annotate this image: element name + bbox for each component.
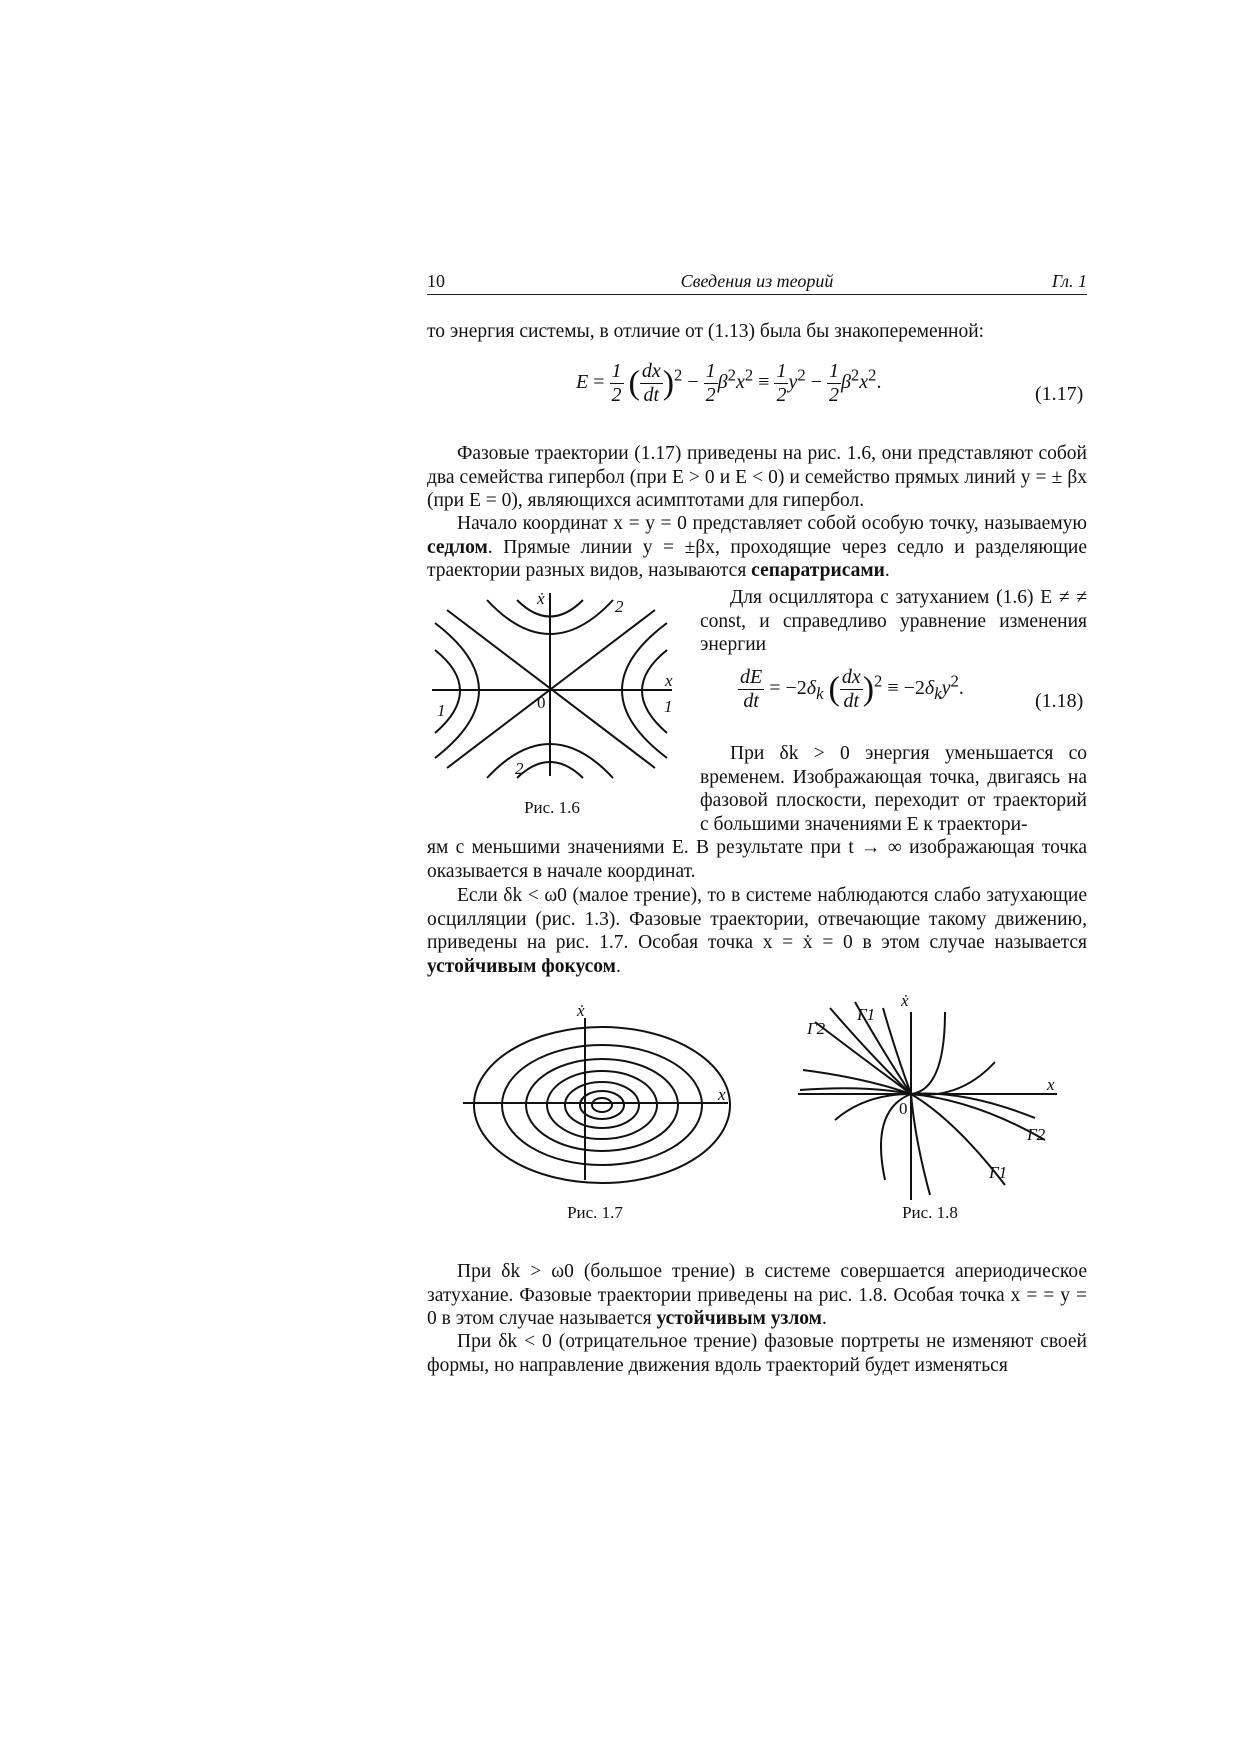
fig18-axis-y-label: ẋ bbox=[901, 991, 909, 1010]
paragraph-saddle bbox=[427, 512, 1087, 583]
fig17-spiral-ring-2 bbox=[502, 1045, 702, 1165]
fig16-origin-label: 0 bbox=[537, 693, 546, 712]
figure-1-7 bbox=[460, 1000, 730, 1185]
fig16-label-2-bottom: 2 bbox=[515, 759, 524, 778]
fig16-axis-x-label: x bbox=[665, 671, 673, 690]
chapter-label: Гл. 1 bbox=[1051, 271, 1087, 291]
equation-1-18: $\frac{dE}{dt}$ = $-2\delta_k$ ( $\frac{dx}{dt}$ )$^2 \equiv -2\delta_ky^2$. bbox=[740, 666, 964, 712]
fig16-label-1-left: 1 bbox=[437, 701, 446, 720]
paragraph-focus bbox=[427, 884, 1087, 978]
fig17-axis-x-label: x bbox=[718, 1085, 726, 1104]
paragraph-intro: то энергия системы, в отличие от (1.13) была бы знакопеременной: bbox=[427, 321, 985, 342]
fig16-label-2-top: 2 bbox=[615, 597, 624, 616]
fig18-origin-label: 0 bbox=[899, 1099, 908, 1118]
term-stable-focus: устойчивым фокусом bbox=[427, 955, 616, 977]
paragraph-node bbox=[427, 1260, 1087, 1331]
figure-1-6 bbox=[427, 588, 677, 788]
fig18-gamma1-bottom: Γ1 bbox=[989, 1163, 1008, 1182]
equation-number-1-17: (1.17) bbox=[1035, 383, 1084, 405]
equation-1-17: E = $\frac{1}{2}$ ( $\frac{dx}{dt}$ )$^2$ − $\frac{1}{2}$ $\beta^2x^2$ ≡ $\frac{1}{2}$ $y^2$ − $\frac{1}{2}$ $\beta^2x^2$. bbox=[576, 360, 882, 406]
paragraph-energy-b: ям с меньшими значениями E. В результате при t → ∞ изображающая точка оказывается в начале координат. bbox=[427, 837, 1087, 882]
fig18-gamma2-top: Γ2 bbox=[807, 1019, 826, 1038]
fig17-spiral-ring-3 bbox=[526, 1059, 678, 1151]
fig16-label-1-right: 1 bbox=[664, 697, 673, 716]
term-stable-node: устойчивым узлом bbox=[656, 1308, 822, 1329]
paragraph-phase-trajectories: Фазовые траектории (1.17) приведены на рис. 1.6, они представляют собой два семейства гипербол (при E > 0 и E < 0) и семейство прямых линий y = ± βx (при E = 0), являющихся асимптотами для гипербол. bbox=[427, 443, 1087, 511]
equation-number-1-18: (1.18) bbox=[1035, 690, 1084, 712]
running-title: Сведения из теорий bbox=[680, 271, 834, 291]
fig17-spiral-ring-7 bbox=[592, 1098, 612, 1112]
caption-fig-1-6: Рис. 1.6 bbox=[524, 798, 580, 817]
caption-fig-1-8: Рис. 1.8 bbox=[902, 1203, 958, 1222]
focus-text-end: . bbox=[615, 955, 621, 977]
saddle-text-3: . bbox=[884, 560, 890, 581]
caption-fig-1-7: Рис. 1.7 bbox=[567, 1203, 623, 1222]
fig17-spiral-ring-6 bbox=[580, 1091, 624, 1119]
term-separatrices: сепаратрисами bbox=[751, 560, 885, 581]
focus-text: Если δk < ω0 (малое трение), то в системе наблюдаются слабо затухающие осцилляции (рис. 1.3). Фазовые траектории, отвечающие такому движению, приведены на рис. 1.7. Особая точка x = ẋ = 0 в этом случае называется bbox=[427, 885, 1087, 953]
fig18-axis-x-label: x bbox=[1047, 1075, 1055, 1094]
figure-1-8 bbox=[795, 990, 1065, 1205]
fig16-axis-y-label: ẋ bbox=[537, 589, 545, 608]
paragraph-damped: Для осциллятора с затуханием (1.6) E ≠ ≠ const, и справедливо уравнение изменения энергии bbox=[700, 587, 1087, 655]
fig17-axis-y-label: ẋ bbox=[577, 1001, 585, 1020]
paragraph-negative-friction: При δk < 0 (отрицательное трение) фазовые портреты не изменяют своей формы, но направление движения вдоль траекторий будет изменяться bbox=[427, 1331, 1087, 1376]
node-text-end: . bbox=[821, 1308, 827, 1329]
node-text: При δk > ω0 (большое трение) в системе совершается апериодическое затухание. Фазовые траектории приведены на рис. 1.8. Особая точка x = = y = 0 в этом случае называется bbox=[427, 1261, 1087, 1329]
running-header bbox=[427, 268, 1087, 295]
term-saddle: седлом bbox=[427, 536, 488, 558]
fig17-spiral-ring-1 bbox=[474, 1027, 730, 1183]
fig18-trajectory-7 bbox=[911, 1012, 945, 1094]
page-number: 10 bbox=[427, 271, 445, 291]
fig16-hyperbola-left-2 bbox=[435, 650, 460, 733]
fig18-trajectory-1 bbox=[815, 1022, 911, 1094]
fig18-trajectory-12 bbox=[911, 1094, 930, 1195]
saddle-text-1: Начало координат x = y = 0 представляет собой особую точку, называемую bbox=[457, 513, 1087, 534]
saddle-text-2: . Прямые линии y = ±βx, проходящие через седло и разделяющие траектории разных видов, называются bbox=[427, 536, 1087, 581]
fig18-gamma1-top: Γ1 bbox=[857, 1005, 876, 1024]
fig18-gamma2-bottom: Γ2 bbox=[1027, 1125, 1046, 1144]
paragraph-energy-a: При δk > 0 энергия уменьшается со временем. Изображающая точка, двигаясь на фазовой плоскости, переходит от траекторий с большими значениями E к траектори- bbox=[700, 743, 1087, 835]
fig16-hyperbola-right-2 bbox=[642, 650, 667, 733]
fig17-spiral-ring-5 bbox=[565, 1082, 639, 1128]
